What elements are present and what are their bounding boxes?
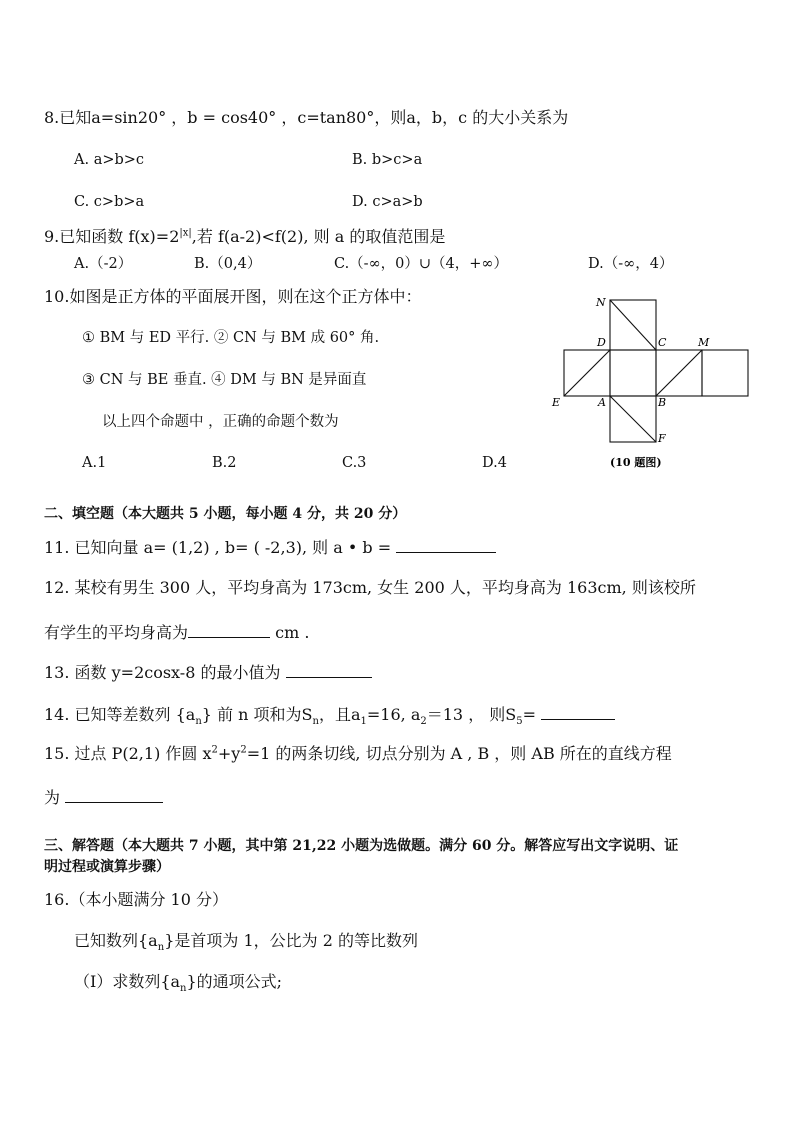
q8-option-c: C. c>b>a [74,194,145,210]
fig-label-d: D [597,336,606,349]
q9-option-a: A.（-2） [74,256,133,272]
q9-option-c: C.（-∞，0）∪（4，+∞） [334,256,508,272]
q8-option-a: A. a>b>c [74,152,145,168]
q9-stem-pre: 9.已知函数 f(x)=2 [44,227,180,246]
q16-sub-n: n [157,942,165,954]
q9-stem-post: ,若 f(a-2)<f(2), 则 a 的取值范围是 [191,227,446,246]
q10-option-d: D.4 [482,455,507,471]
q14-part-e: ＝13 ， 则S [426,705,517,724]
q15-part-b: +y [217,744,241,763]
net-square-right [702,350,748,396]
q15-blank [65,786,163,803]
fig-label-b: B [658,396,667,409]
q9-option-b: B.（0,4） [194,256,262,272]
q14 [44,703,615,728]
fig-label-e: E [552,396,561,409]
net-square-dc [610,350,656,396]
q16-part1-a: （Ⅰ）求数列{a [74,972,181,991]
q15-line2 [44,786,163,808]
section3-heading-line1: 三、解答题（本大题共 7 小题，其中第 21,22 小题为选做题。满分 60 分。解答应写出文字说明、证 [44,838,679,854]
q16-stem [74,931,418,954]
q11-text: 11. 已知向量 a= (1,2) , b= ( -2,3), 则 a • b = [44,538,392,557]
q12-unit: cm . [275,623,310,642]
q14-sub-n-2: n [312,716,319,728]
q11 [44,536,496,558]
net-diagonal-nc [610,300,656,350]
q15-sup-2: 2 [240,744,247,756]
fig-label-m: M [698,336,710,349]
q16-part-1 [74,972,283,995]
net-diagonal-ed [564,350,610,396]
q13 [44,661,372,683]
cube-net-figure [548,292,752,474]
q13-text: 13. 函数 y=2cosx-8 的最小值为 [44,663,281,682]
section2-heading: 二、填空题（本大题共 5 小题，每小题 4 分，共 20 分） [44,506,407,522]
net-diagonal-af [610,396,656,442]
q9-stem [44,227,445,247]
q16-part-a: 已知数列{a [74,931,158,950]
q11-blank [396,536,496,553]
q10-statement-1-2: ① BM 与 ED 平行. ② CN 与 BM 成 60° 角. [82,330,380,346]
q12-blank [188,621,270,638]
fig-label-n: N [596,296,606,309]
q14-part-d: =16, a [366,705,421,724]
q14-sub-2: 2 [420,716,427,728]
q14-part-f: = [522,705,537,724]
q16-part1-sub-n: n [180,983,187,995]
q15-part-a: 15. 过点 P(2,1) 作圆 x [44,744,212,763]
fig-label-f: F [658,432,666,445]
q15-part-c: =1 的两条切线, 切点分别为 A , B ，则 AB 所在的直线方程 [246,744,672,763]
q10-statement-summary: 以上四个命题中 ，正确的命题个数为 [102,414,339,430]
q8-option-d: D. c>a>b [352,194,423,210]
q8-stem: 8.已知a=sin20° ，b = cos40° ，c=tan80°，则a，b，c 的大小关系为 [44,108,569,127]
net-diagonal-bm [656,350,702,396]
q9-option-d: D.（-∞，4） [588,256,674,272]
q14-part-a: 14. 已知等差数列 {a [44,705,196,724]
q13-blank [286,661,372,678]
q15-line1 [44,744,672,764]
q16-part-b: }是首项为 1，公比为 2 的等比数列 [164,931,418,950]
q10-option-a: A.1 [82,455,107,471]
fig-label-a: A [598,396,606,409]
q12-text: 有学生的平均身高为 [44,623,189,642]
q14-sub-n: n [195,716,202,728]
q16-title: 16.（本小题满分 10 分） [44,890,228,909]
q10-statement-3-4: ③ CN 与 BE 垂直. ④ DM 与 BN 是异面直 [82,372,367,388]
q14-sub-1: 1 [360,716,367,728]
fig-caption: (10 题图) [610,456,662,469]
q14-part-b: } 前 n 项和为S [201,705,313,724]
q16-part1-b: }的通项公式; [186,972,283,991]
q9-exponent: |x| [179,227,192,239]
q15-text: 为 [44,788,61,807]
fig-label-c: C [658,336,667,349]
q8-option-b: B. b>c>a [352,152,423,168]
q14-part-c: ，且a [318,705,361,724]
q10-option-c: C.3 [342,455,367,471]
q15-sup-1: 2 [211,744,218,756]
q12-line2 [44,621,309,643]
q14-sub-5: 5 [516,716,523,728]
q10-stem: 10.如图是正方体的平面展开图，则在这个正方体中： [44,287,422,306]
q12-line1: 12. 某校有男生 300 人，平均身高为 173cm, 女生 200 人，平均身高为 163cm, 则该校所 [44,578,696,597]
q10-option-b: B.2 [212,455,237,471]
section3-heading-line2: 明过程或演算步骤） [44,859,170,875]
q14-blank [541,703,615,720]
